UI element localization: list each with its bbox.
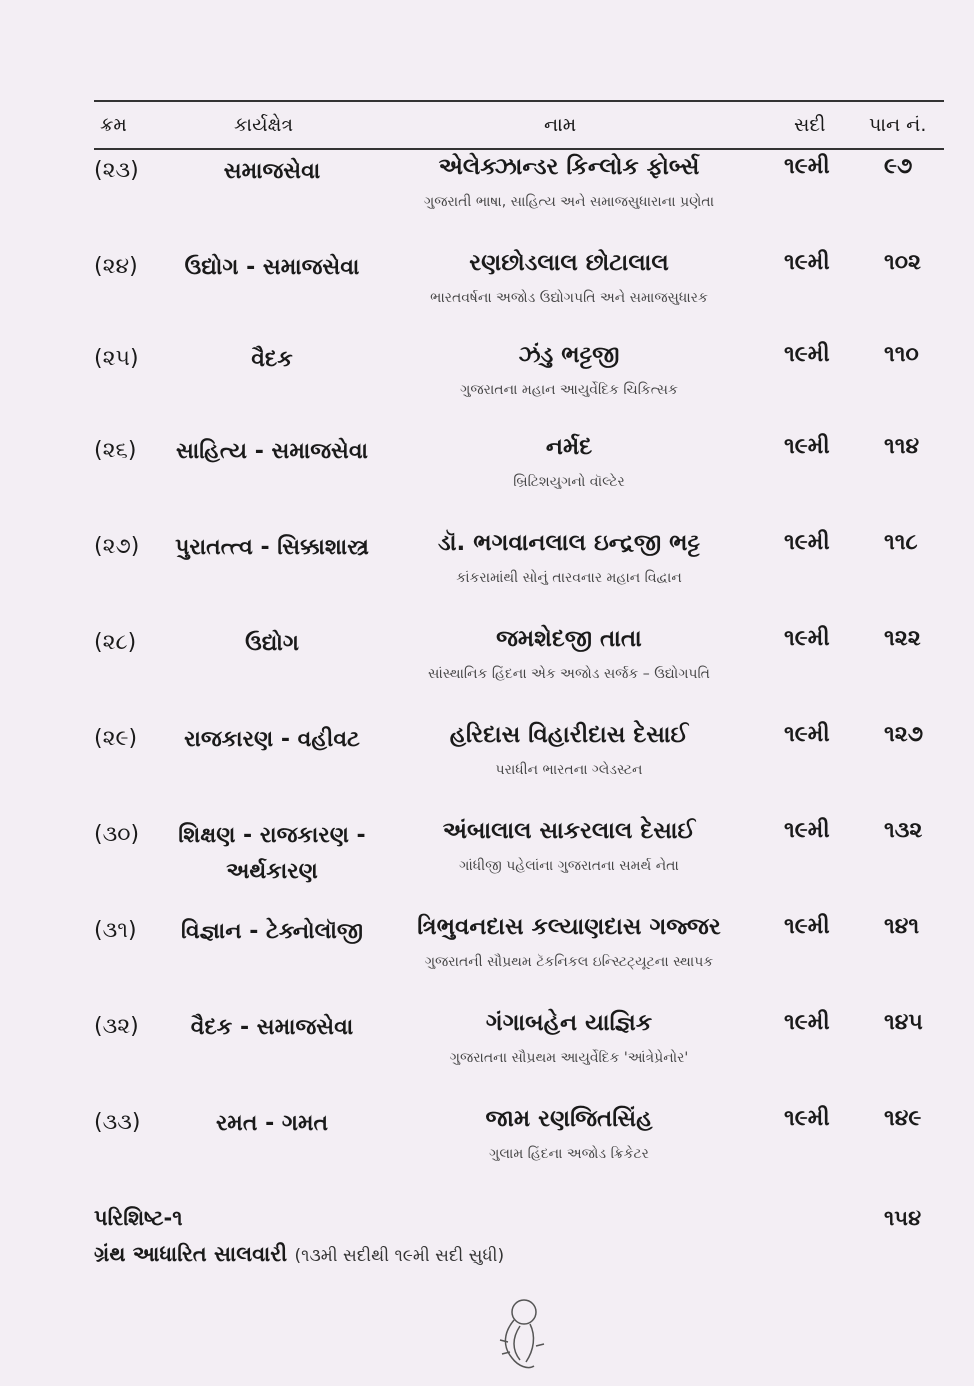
entry-page: ૧૪૧: [884, 914, 920, 939]
table-row[interactable]: [94, 1094, 944, 1190]
entry-century: ૧૯મી: [784, 722, 830, 747]
entry-number: (૨૭): [94, 534, 140, 559]
entry-century: ૧૯મી: [784, 1010, 830, 1035]
entry-century: ૧૯મી: [784, 1106, 830, 1131]
header-name: નામ: [544, 114, 577, 136]
entry-number: (૨૬): [94, 438, 137, 463]
entry-name: ત્રિભુવનદાસ કલ્યાણદાસ ગજ્જર: [417, 914, 721, 940]
entry-number: (૩૧): [94, 918, 137, 943]
entry-page: ૧૩૨: [884, 818, 923, 843]
entry-field: સાહિત્ય - સમાજસેવા: [176, 439, 368, 464]
entry-page: ૧૨૭: [884, 722, 923, 747]
entry-field: ઉદ્યોગ - સમાજસેવા: [184, 255, 360, 280]
entry-description: કાંકરામાંથી સોનું તારવનાર મહાન વિદ્વાન: [456, 570, 682, 586]
table-row[interactable]: [94, 902, 944, 998]
entry-century: ૧૯મી: [784, 154, 830, 179]
entry-century: ૧૯મી: [784, 434, 830, 459]
entry-description: ગુજરાતની સૌપ્રથમ ટૅકનિકલ ઇન્સ્ટિટ્યૂટના સ્થાપક: [424, 954, 714, 970]
table-row[interactable]: [94, 422, 944, 518]
table-row[interactable]: [94, 330, 944, 426]
entry-number: (૨૮): [94, 630, 137, 655]
entry-number: (૩૩): [94, 1110, 141, 1135]
entry-description: ગુલામ હિંદના અજોડ ક્રિકેટર: [489, 1146, 649, 1162]
entry-field: પુરાતત્ત્વ - સિક્કાશાસ્ત્ર: [175, 535, 369, 560]
entry-number: (૩૦): [94, 822, 140, 847]
table-row[interactable]: [94, 614, 944, 710]
entry-century: ૧૯મી: [784, 250, 830, 275]
entry-field: વૈદક - સમાજસેવા: [190, 1015, 354, 1040]
entry-description: ગાંધીજી પહેલાંના ગુજરાતના સમર્થ નેતા: [459, 858, 679, 874]
appendix-subtitle-line: [94, 1242, 504, 1267]
header-number: ક્રમ: [100, 114, 127, 136]
entry-field: શિક્ષણ - રાજકારણ - અર્થકારણ: [178, 823, 366, 884]
entry-field: વિજ્ઞાન - ટેક્નોલૉજી: [181, 919, 363, 944]
appendix-subtitle: ગ્રંથ આધારિત સાલવારી: [94, 1242, 288, 1266]
entry-century: ૧૯મી: [784, 530, 830, 555]
entry-century: ૧૯મી: [784, 914, 830, 939]
entry-number: (૨૫): [94, 346, 139, 371]
entry-description: બ્રિટિશયુગનો વૉલ્ટેર: [513, 474, 625, 490]
entry-name: નર્મદ: [545, 434, 593, 460]
entry-number: (૨૪): [94, 254, 138, 279]
entry-description: ગુજરાતી ભાષા, સાહિત્ય અને સમાજસુધારાના પ્રણેતા: [423, 194, 714, 210]
entry-page: ૧૧૮: [884, 530, 918, 555]
appendix-note: (૧૩મી સદીથી ૧૯મી સદી સુધી): [294, 1246, 505, 1266]
entry-field: સમાજસેવા: [223, 159, 321, 184]
entry-name: ગંગાબહેન યાજ્ઞિક: [485, 1010, 653, 1036]
entry-page: ૧૪૫: [884, 1010, 923, 1035]
entry-page: ૯૭: [884, 154, 913, 179]
entry-name: જામ રણજિતસિંહ: [485, 1106, 653, 1132]
entry-description: ગુજરાતના સૌપ્રથમ આયુર્વેદિક 'આંત્રેપ્રેનોર': [449, 1050, 689, 1066]
entry-field: ઉદ્યોગ: [245, 631, 299, 656]
header-century: સદી: [794, 114, 826, 136]
table-row[interactable]: [94, 998, 944, 1094]
entry-description: ભારતવર્ષના અજોડ ઉદ્યોગપતિ અને સમાજસુધારક: [430, 290, 708, 306]
entry-century: ૧૯મી: [784, 626, 830, 651]
entry-description: ગુજરાતના મહાન આયુર્વેદિક ચિકિત્સક: [460, 382, 678, 398]
entry-century: ૧૯મી: [784, 818, 830, 843]
entry-century: ૧૯મી: [784, 342, 830, 367]
entry-page: ૧૦૨: [884, 250, 921, 275]
appendix-title: પરિશિષ્ટ-૧: [94, 1206, 183, 1230]
entry-field: વૈદક: [251, 347, 293, 372]
appendix-page: ૧૫૪: [884, 1206, 922, 1230]
entry-name: અંબાલાલ સાકરલાલ દેસાઈ: [442, 818, 696, 844]
entry-number: (૨૩): [94, 158, 139, 183]
entry-description: સાંસ્થાનિક હિંદના એક અજોડ સર્જક – ઉદ્યોગપતિ: [428, 666, 710, 682]
entry-page: ૧૪૯: [884, 1106, 922, 1131]
header-page: પાન નં.: [869, 114, 927, 136]
entry-description: પરાધીન ભારતના ગ્લેડસ્ટન: [495, 762, 643, 778]
entry-number: (૩૨): [94, 1014, 139, 1039]
table-row[interactable]: [94, 710, 944, 806]
table-row[interactable]: [94, 806, 944, 902]
entry-page: ૧૨૨: [884, 626, 921, 651]
appendix-entry[interactable]: [94, 1206, 944, 1276]
entry-name: ઝંડુ ભટ્ટજી: [518, 342, 620, 368]
entry-name: એલેક્ઝાન્ડર કિન્લોક ફોર્બ્સ: [438, 154, 700, 180]
decorative-ornament-icon: [490, 1296, 554, 1376]
entry-name: જમશેદજી તાતા: [496, 626, 642, 652]
table-row[interactable]: [94, 238, 944, 334]
entry-name: ડૉ. ભગવાનલાલ ઇન્દ્રજી ભટ્ટ: [437, 530, 701, 556]
header-field: કાર્યક્ષેત્ર: [234, 114, 294, 136]
table-row[interactable]: [94, 142, 944, 238]
entry-number: (૨૯): [94, 726, 138, 751]
entry-page: ૧૧૪: [884, 434, 920, 459]
entry-name: રણછોડલાલ છોટાલાલ: [469, 250, 669, 276]
entry-name: હરિદાસ વિહારીદાસ દેસાઈ: [449, 722, 689, 748]
entry-field: રમત - ગમત: [215, 1111, 329, 1136]
entry-field: રાજકારણ - વહીવટ: [184, 727, 360, 752]
entry-page: ૧૧૦: [884, 342, 919, 367]
table-row[interactable]: [94, 518, 944, 614]
